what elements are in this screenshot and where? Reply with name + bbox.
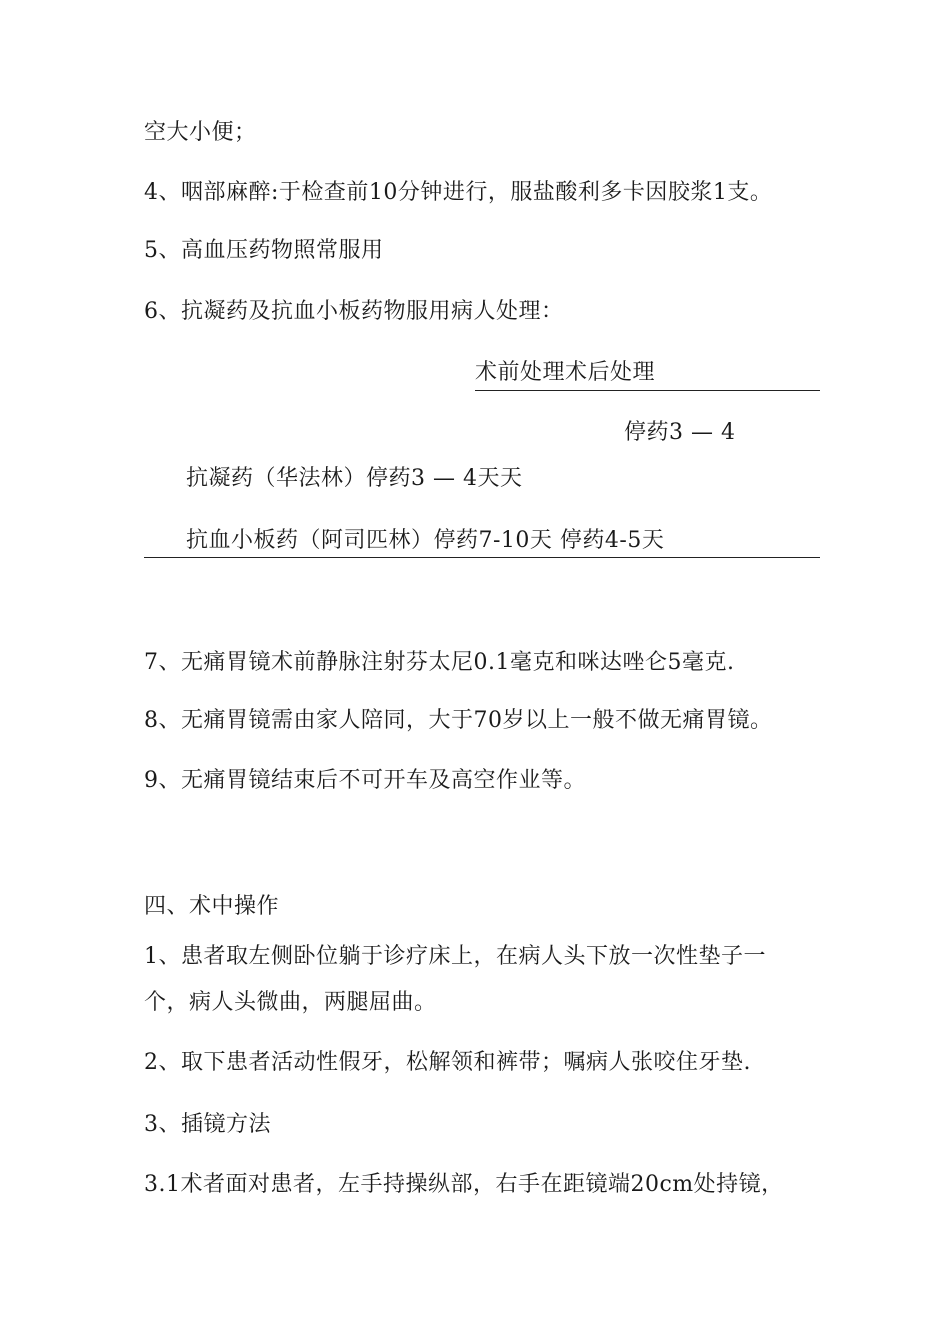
paragraph-item-5: 5、高血压药物照常服用 [144,238,384,263]
section4-item-3: 3、插镜方法 [144,1112,271,1137]
paragraph-item-9: 9、无痛胃镜结束后不可开车及高空作业等。 [144,768,586,793]
table-row-antiplatelet: 抗血小板药（阿司匹林）停药7-10天 停药4-5天 [186,528,665,553]
section4-item-2: 2、取下患者活动性假牙，松解领和裤带；嘱病人张咬住牙垫. [144,1050,751,1075]
paragraph-item-6: 6、抗凝药及抗血小板药物服用病人处理： [144,299,564,324]
paragraph-item-4: 4、咽部麻醉:于检查前10分钟进行，服盐酸利多卡因胶浆1支。 [144,180,773,205]
table-header-rule [475,390,820,391]
paragraph-continued: 空大小便； [144,120,257,145]
table-row-anticoagulant: 抗凝药（华法林）停药3 — 4天天 [186,466,523,491]
section4-item-3-1: 3.1术者面对患者，左手持操纵部，右手在距镜端20cm处持镜， [144,1172,784,1197]
table-row1-fragment: 停药3 — 4 [624,420,736,445]
table-bottom-rule [144,557,820,558]
section4-item-1-line1: 1、患者取左侧卧位躺于诊疗床上，在病人头下放一次性垫子一 [144,944,766,969]
paragraph-item-8: 8、无痛胃镜需由家人陪同，大于70岁以上一般不做无痛胃镜。 [144,708,773,733]
paragraph-item-7: 7、无痛胃镜术前静脉注射芬太尼0.1毫克和咪达唑仑5毫克. [144,650,735,675]
table-header: 术前处理术后处理 [475,360,656,385]
section-heading-4: 四、术中操作 [144,894,280,919]
section4-item-1-line2: 个，病人头微曲，两腿屈曲。 [144,990,437,1015]
